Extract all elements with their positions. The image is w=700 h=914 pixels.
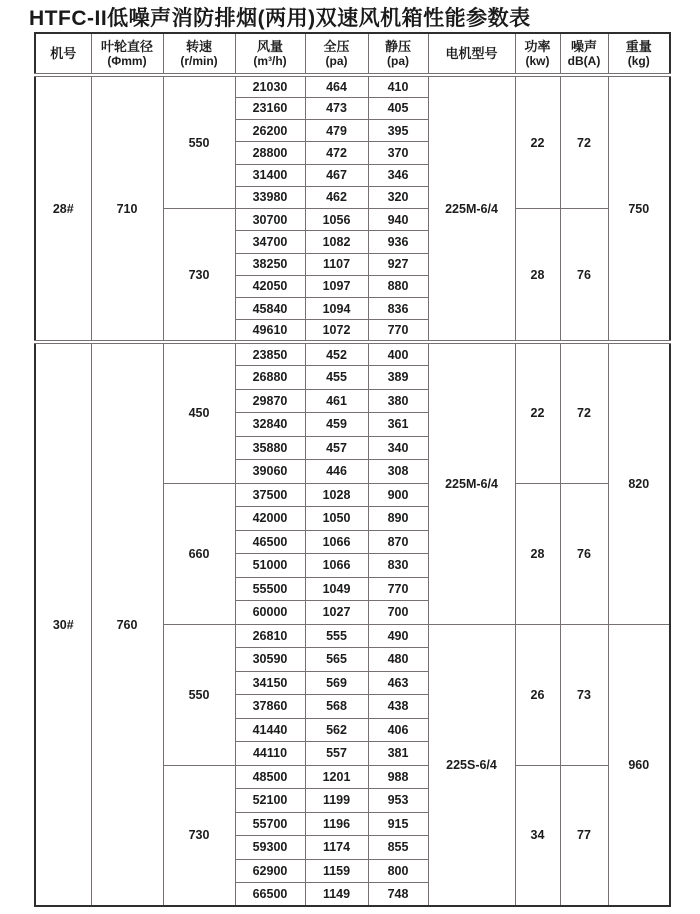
air-volume-cell: 34150 [235,671,305,695]
static-pressure-cell: 480 [368,648,428,672]
air-volume-cell: 55700 [235,812,305,836]
static-pressure-cell: 830 [368,554,428,578]
speed-cell: 550 [163,75,235,209]
noise-cell: 76 [560,483,608,624]
total-pressure-cell: 1028 [305,483,368,507]
total-pressure-cell: 457 [305,436,368,460]
header-label: 功率 [524,39,551,55]
total-pressure-cell: 1097 [305,275,368,297]
header-label: 风量 [256,39,283,55]
static-pressure-cell: 855 [368,836,428,860]
air-volume-cell: 23160 [235,97,305,119]
total-pressure-cell: 459 [305,413,368,437]
total-pressure-cell: 472 [305,142,368,164]
total-pressure-cell: 562 [305,718,368,742]
static-pressure-cell: 346 [368,164,428,186]
header-label: 重量 [625,39,652,55]
air-volume-cell: 52100 [235,789,305,813]
total-pressure-cell: 455 [305,366,368,390]
total-pressure-cell: 1149 [305,883,368,907]
static-pressure-cell: 410 [368,75,428,97]
air-volume-cell: 26810 [235,624,305,648]
col-header-weight [608,33,670,75]
fan-performance-table [34,32,671,907]
header-label: 机号 [50,45,77,61]
static-pressure-cell: 927 [368,253,428,275]
total-pressure-cell: 1066 [305,530,368,554]
header-unit: (kg) [627,53,650,68]
col-header-total-pressure [305,33,368,75]
header-label: 电机型号 [445,45,498,61]
static-pressure-cell: 953 [368,789,428,813]
static-pressure-cell: 389 [368,366,428,390]
total-pressure-cell: 557 [305,742,368,766]
static-pressure-cell: 936 [368,231,428,253]
static-pressure-cell: 700 [368,601,428,625]
static-pressure-cell: 340 [368,436,428,460]
table-body [35,75,670,906]
impeller-diameter-cell: 710 [91,75,163,342]
static-pressure-cell: 463 [368,671,428,695]
air-volume-cell: 30700 [235,209,305,231]
total-pressure-cell: 479 [305,120,368,142]
header-label: 转速 [185,39,212,55]
air-volume-cell: 38250 [235,253,305,275]
header-row [35,33,670,75]
static-pressure-cell: 890 [368,507,428,531]
motor-model-cell: 225M-6/4 [428,75,515,342]
static-pressure-cell: 800 [368,859,428,883]
air-volume-cell: 45840 [235,298,305,320]
header-unit: (Φmm) [107,53,147,68]
table-row [35,342,670,366]
static-pressure-cell: 988 [368,765,428,789]
total-pressure-cell: 467 [305,164,368,186]
air-volume-cell: 42050 [235,275,305,297]
col-header-impeller-diameter [91,33,163,75]
static-pressure-cell: 770 [368,320,428,342]
air-volume-cell: 59300 [235,836,305,860]
weight-cell: 960 [608,624,670,906]
speed-cell: 450 [163,342,235,483]
header-label: 噪声 [570,39,597,55]
total-pressure-cell: 1082 [305,231,368,253]
col-header-air-volume [235,33,305,75]
noise-cell: 77 [560,765,608,906]
air-volume-cell: 51000 [235,554,305,578]
col-header-power [515,33,560,75]
total-pressure-cell: 1196 [305,812,368,836]
static-pressure-cell: 900 [368,483,428,507]
header-unit: (pa) [387,53,409,68]
header-unit: (m³/h) [253,53,287,68]
power-cell: 26 [515,624,560,765]
static-pressure-cell: 406 [368,718,428,742]
static-pressure-cell: 836 [368,298,428,320]
air-volume-cell: 41440 [235,718,305,742]
total-pressure-cell: 446 [305,460,368,484]
air-volume-cell: 44110 [235,742,305,766]
air-volume-cell: 66500 [235,883,305,907]
impeller-diameter-cell: 760 [91,342,163,906]
static-pressure-cell: 370 [368,142,428,164]
total-pressure-cell: 1066 [305,554,368,578]
static-pressure-cell: 381 [368,742,428,766]
air-volume-cell: 21030 [235,75,305,97]
col-header-motor-model [428,33,515,75]
total-pressure-cell: 464 [305,75,368,97]
col-header-noise [560,33,608,75]
static-pressure-cell: 361 [368,413,428,437]
col-header-static-pressure [368,33,428,75]
air-volume-cell: 28800 [235,142,305,164]
total-pressure-cell: 461 [305,389,368,413]
air-volume-cell: 42000 [235,507,305,531]
speed-cell: 660 [163,483,235,624]
air-volume-cell: 60000 [235,601,305,625]
motor-model-cell: 225S-6/4 [428,624,515,906]
col-header-speed [163,33,235,75]
total-pressure-cell: 1027 [305,601,368,625]
header-unit: (r/min) [180,53,218,68]
static-pressure-cell: 308 [368,460,428,484]
air-volume-cell: 26880 [235,366,305,390]
static-pressure-cell: 770 [368,577,428,601]
weight-cell: 750 [608,75,670,342]
header-unit: (kw) [525,53,550,68]
power-cell: 28 [515,483,560,624]
col-header-fan-size [35,33,91,75]
static-pressure-cell: 320 [368,186,428,208]
total-pressure-cell: 569 [305,671,368,695]
noise-cell: 73 [560,624,608,765]
air-volume-cell: 37500 [235,483,305,507]
air-volume-cell: 39060 [235,460,305,484]
static-pressure-cell: 880 [368,275,428,297]
speed-cell: 550 [163,624,235,765]
power-cell: 28 [515,209,560,343]
air-volume-cell: 48500 [235,765,305,789]
static-pressure-cell: 940 [368,209,428,231]
header-unit: (pa) [325,53,348,68]
fan-size-cell: 30# [35,342,91,906]
static-pressure-cell: 405 [368,97,428,119]
air-volume-cell: 29870 [235,389,305,413]
air-volume-cell: 49610 [235,320,305,342]
static-pressure-cell: 395 [368,120,428,142]
air-volume-cell: 32840 [235,413,305,437]
total-pressure-cell: 1107 [305,253,368,275]
static-pressure-cell: 870 [368,530,428,554]
total-pressure-cell: 555 [305,624,368,648]
static-pressure-cell: 748 [368,883,428,907]
total-pressure-cell: 462 [305,186,368,208]
air-volume-cell: 62900 [235,859,305,883]
noise-cell: 72 [560,342,608,483]
static-pressure-cell: 380 [368,389,428,413]
air-volume-cell: 55500 [235,577,305,601]
power-cell: 34 [515,765,560,906]
total-pressure-cell: 1174 [305,836,368,860]
header-unit: dB(A) [567,53,601,68]
air-volume-cell: 37860 [235,695,305,719]
power-cell: 22 [515,75,560,209]
air-volume-cell: 33980 [235,186,305,208]
speed-cell: 730 [163,765,235,906]
air-volume-cell: 30590 [235,648,305,672]
header-label: 叶轮直径 [100,39,153,55]
air-volume-cell: 31400 [235,164,305,186]
page-title: HTFC-II低噪声消防排烟(两用)双速风机箱性能参数表 [29,7,531,30]
total-pressure-cell: 1201 [305,765,368,789]
total-pressure-cell: 568 [305,695,368,719]
static-pressure-cell: 400 [368,342,428,366]
total-pressure-cell: 1049 [305,577,368,601]
total-pressure-cell: 1072 [305,320,368,342]
static-pressure-cell: 915 [368,812,428,836]
air-volume-cell: 34700 [235,231,305,253]
total-pressure-cell: 1094 [305,298,368,320]
table-row [35,75,670,97]
fan-size-cell: 28# [35,75,91,342]
air-volume-cell: 46500 [235,530,305,554]
power-cell: 22 [515,342,560,483]
noise-cell: 72 [560,75,608,209]
total-pressure-cell: 1159 [305,859,368,883]
weight-cell: 820 [608,342,670,624]
motor-model-cell: 225M-6/4 [428,342,515,624]
total-pressure-cell: 1050 [305,507,368,531]
speed-cell: 730 [163,209,235,343]
total-pressure-cell: 473 [305,97,368,119]
total-pressure-cell: 565 [305,648,368,672]
static-pressure-cell: 438 [368,695,428,719]
total-pressure-cell: 1199 [305,789,368,813]
air-volume-cell: 26200 [235,120,305,142]
total-pressure-cell: 1056 [305,209,368,231]
header-label: 全压 [323,39,350,55]
air-volume-cell: 23850 [235,342,305,366]
table-header [35,33,670,75]
air-volume-cell: 35880 [235,436,305,460]
noise-cell: 76 [560,209,608,343]
header-label: 静压 [384,39,411,55]
static-pressure-cell: 490 [368,624,428,648]
total-pressure-cell: 452 [305,342,368,366]
